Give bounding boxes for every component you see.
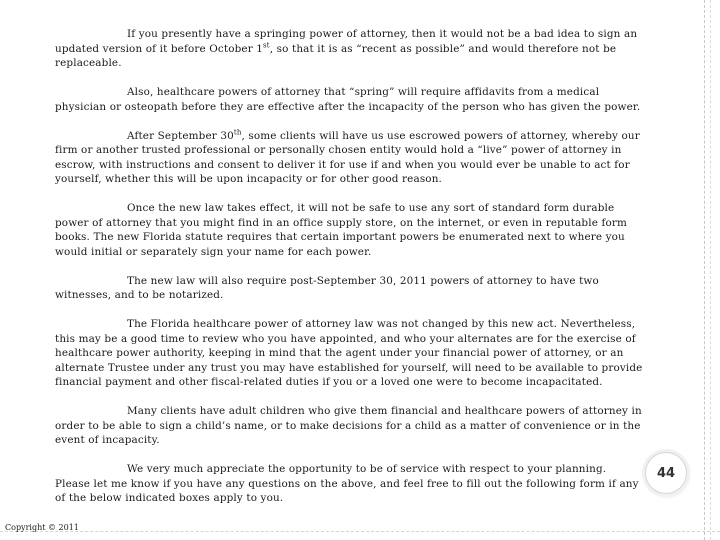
- paragraph-adult-children: [55, 404, 643, 448]
- page-number-badge: [645, 452, 687, 494]
- slide-border-bottom: [0, 531, 720, 532]
- paragraph-witnesses: [55, 274, 643, 303]
- paragraph-healthcare-affidavits: [55, 85, 643, 114]
- paragraph-springing-poa: [55, 27, 643, 71]
- paragraph-closing: [55, 462, 643, 506]
- paragraph-text-cont: , so that it is as “recent as possible” and would therefore not be replaceable.: [55, 42, 617, 69]
- paragraph-text: Also, healthcare powers of attorney that “spring” will require affidavits from a medical physician or osteopath before they are effective after the incapacity of the person who has given the power.: [55, 86, 641, 113]
- slide-border-right: [704, 0, 705, 540]
- paragraph-text: After September 30: [127, 129, 234, 142]
- paragraph-text: Once the new law takes effect, it will not be safe to use any sort of standard form durable power of attorney that you might find in an office supply store, on the internet, or even in reputable form books. The new Florida statute requires that certain important powers be enumerated next to where you would initial or separately sign your name for each power.: [55, 202, 627, 258]
- slide-border-right-outer: [710, 0, 711, 540]
- ordinal-suffix: th: [233, 128, 242, 137]
- paragraph-standard-forms: [55, 201, 643, 259]
- paragraph-text-cont: , some clients will have us use escrowed powers of attorney, whereby our firm or another trusted professional or personally chosen entity would hold a “live” power of attorney in escrow, with instructions and consent to deliver it for use if and when you would ever be unable to act for yourself, whether this will be upon incapacity or for other good reason.: [55, 129, 640, 185]
- page-number: 44: [656, 465, 676, 481]
- letter-body: [55, 27, 643, 520]
- paragraph-text: If you presently have a springing power of attorney, then it would not be a bad idea to sign an updated version of it before October 1: [55, 28, 638, 55]
- paragraph-text: The Florida healthcare power of attorney law was not changed by this new act. Nevertheless, this may be a good time to review who you have appointed, and who your alternates are for the exercise of healthcare power authority, keeping in mind that the agent under your financial power of attorney, or an alternate Trustee under any trust you may have established for yourself, will need to be available to provide financial payment and other fiscal-related duties if you or a loved one were to become incapacitated.: [55, 318, 643, 388]
- copyright-notice: Copyright © 2011: [5, 523, 79, 532]
- paragraph-healthcare-law: [55, 317, 643, 390]
- ordinal-suffix: st: [263, 41, 270, 50]
- paragraph-text: Many clients have adult children who give them financial and healthcare powers of attorney in order to be able to sign a child’s name, or to make decisions for a child as a matter of convenience or in the event of incapacity.: [55, 405, 642, 446]
- paragraph-text: We very much appreciate the opportunity to be of service with respect to your planning. Please let me know if you have any questions on the above, and feel free to fill out the following form if any of the below indicated boxes apply to you.: [55, 463, 639, 504]
- paragraph-text: The new law will also require post-September 30, 2011 powers of attorney to have two witnesses, and to be notarized.: [55, 274, 599, 301]
- paragraph-escrowed-poa: [55, 129, 643, 187]
